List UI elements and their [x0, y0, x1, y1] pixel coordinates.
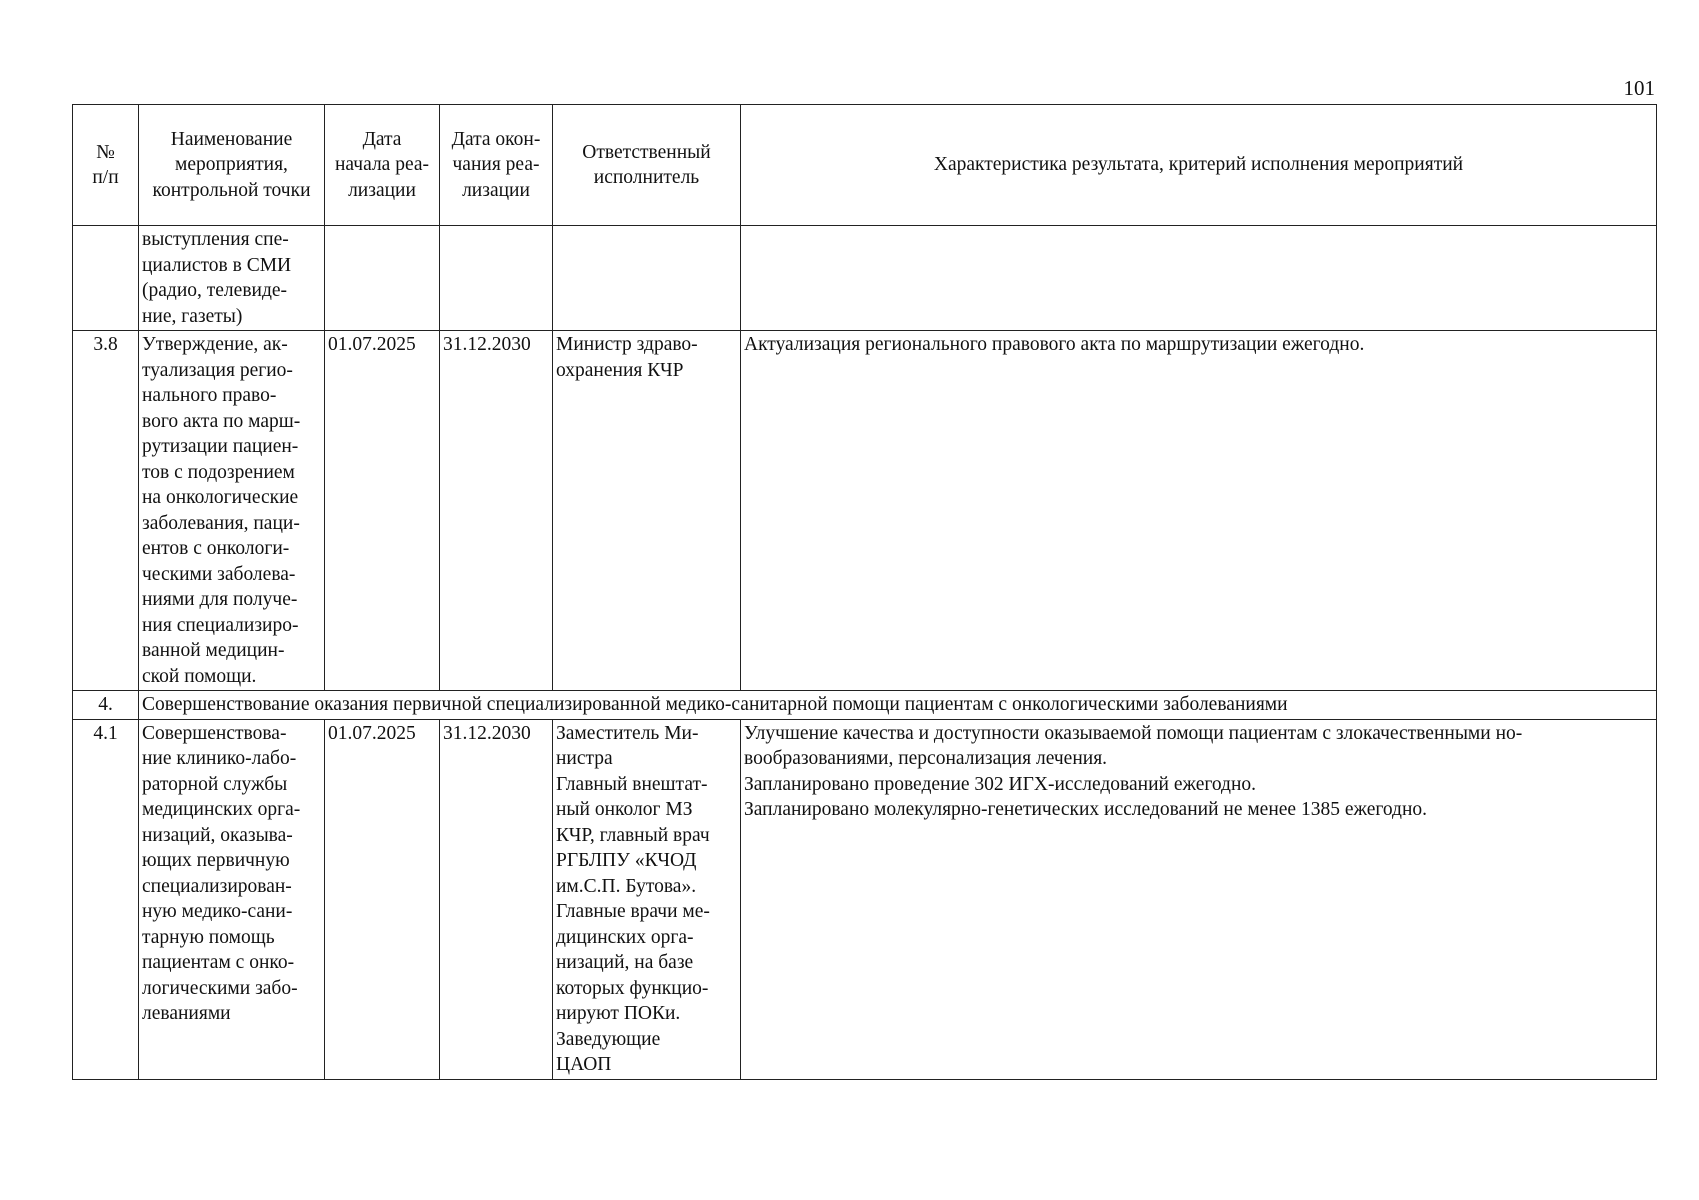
header-result [741, 105, 1657, 226]
row-responsible [553, 719, 741, 1079]
cell-line: нального право- [142, 385, 277, 406]
header-num [73, 105, 139, 226]
cell-line: ентов с онкологи- [142, 538, 290, 559]
cell-line: вого акта по марш- [142, 410, 301, 432]
cell-line: которых функцио- [556, 977, 709, 999]
cell-line: Запланировано проведение 302 ИГХ-исследований ежегодно. [744, 773, 1257, 795]
row-num [73, 226, 139, 331]
cell-line: ный онколог МЗ [556, 799, 693, 820]
cell-line: циалистов в СМИ [142, 254, 292, 276]
cell-line: ющих первичную [142, 850, 290, 871]
row-end-date: 31.12.2030 [440, 719, 553, 1079]
row-name [139, 331, 325, 691]
row-end-date [440, 226, 553, 331]
cell-line: Заместитель Ми- [556, 722, 699, 744]
row-name [139, 226, 325, 331]
cell-line: тарную помощь [142, 926, 275, 948]
row-start-date: 01.07.2025 [325, 331, 440, 691]
cell-line: ванной медицин- [142, 640, 285, 661]
cell-line: ЦАОП [556, 1054, 612, 1075]
row-start-date: 01.07.2025 [325, 719, 440, 1079]
cell-line: Дата [362, 128, 402, 150]
section-title: Совершенствование оказания первичной специализированной медико-санитарной помощи пациентам с онкологическими заболеваниями [139, 691, 1657, 720]
cell-line: леваниями [142, 1003, 231, 1024]
cell-line: вообразованиями, персонализация лечения. [744, 748, 1108, 769]
row-num: 4.1 [73, 719, 139, 1079]
cell-line: нистра [556, 748, 613, 769]
cell-line: Главный внештат- [556, 773, 708, 795]
row-result [741, 331, 1657, 691]
cell-line: рутизации пациен- [142, 436, 299, 457]
cell-line: Министр здраво- [556, 334, 698, 355]
row-responsible [553, 226, 741, 331]
section-num: 4. [73, 691, 139, 720]
cell-line: Утверждение, ак- [142, 334, 288, 355]
cell-line: им.С.П. Бутова». [556, 875, 697, 897]
cell-line: мероприятия, [175, 154, 288, 176]
cell-line: ниями для получе- [142, 589, 298, 610]
cell-line: № [96, 141, 115, 163]
cell-line: Главные врачи ме- [556, 901, 710, 922]
cell-line: охранения КЧР [556, 359, 684, 381]
row-name [139, 719, 325, 1079]
cell-line: раторной службы [142, 773, 288, 795]
table-row-3-8 [73, 331, 1657, 691]
row-end-date: 31.12.2030 [440, 331, 553, 691]
cell-line: Ответственный [582, 141, 711, 163]
cell-line: (радио, телевиде- [142, 280, 288, 301]
cell-line: специализирован- [142, 875, 292, 897]
cell-line: п/п [92, 167, 119, 188]
row-num: 3.8 [73, 331, 139, 691]
cell-line: ние клинико-лабо- [142, 748, 297, 769]
cell-line: Наименование [170, 128, 293, 150]
cell-line: исполнитель [593, 167, 700, 188]
cell-line: КЧР, главный врач [556, 824, 710, 846]
row-result [741, 226, 1657, 331]
table-row-section-4 [73, 691, 1657, 720]
cell-line: ской помощи. [142, 665, 257, 687]
cell-line: выступления спе- [142, 229, 289, 250]
cell-line: Заведующие [556, 1028, 661, 1050]
cell-line: медицинских орга- [142, 799, 301, 820]
cell-line: РГБЛПУ «КЧОД [556, 850, 697, 871]
cell-line: туализация регио- [142, 359, 293, 381]
table-header-row [73, 105, 1657, 226]
header-responsible [553, 105, 741, 226]
header-end-date [440, 105, 553, 226]
cell-line: Улучшение качества и доступности оказываемой помощи пациентам с злокачественными но- [744, 722, 1523, 744]
activities-table [72, 104, 1657, 1080]
header-name [139, 105, 325, 226]
row-start-date [325, 226, 440, 331]
page-number: 101 [1623, 76, 1655, 100]
cell-line: тов с подозрением [142, 461, 295, 483]
cell-line: низаций, на базе [556, 952, 694, 973]
cell-line: ние, газеты) [142, 305, 243, 327]
cell-line: Актуализация регионального правового акта по маршрутизации ежегодно. [744, 334, 1365, 355]
cell-line: дицинских орга- [556, 926, 694, 948]
cell-line: лизации [348, 179, 416, 201]
cell-line: заболевания, паци- [142, 512, 300, 534]
cell-line: пациентам с онко- [142, 952, 295, 973]
header-start-date [325, 105, 440, 226]
row-responsible [553, 331, 741, 691]
cell-line: логическими забо- [142, 977, 298, 999]
cell-line: низаций, оказыва- [142, 824, 293, 846]
table-row-4-1 [73, 719, 1657, 1079]
cell-line: на онкологические [142, 487, 299, 508]
cell-line: контрольной точки [152, 179, 311, 201]
cell-line: ную медико-сани- [142, 901, 293, 922]
cell-line: нируют ПОКи. [556, 1003, 681, 1024]
cell-line: Запланировано молекулярно-генетических исследований не менее 1385 ежегодно. [744, 799, 1428, 820]
cell-line: Характеристика результата, критерий исполнения мероприятий [933, 154, 1464, 176]
cell-line: Совершенствова- [142, 722, 287, 744]
cell-line: чания реа- [452, 154, 540, 176]
cell-line: начала реа- [335, 154, 429, 176]
cell-line: ческими заболева- [142, 563, 296, 585]
cell-line: лизации [462, 179, 530, 201]
table-row-continuation [73, 226, 1657, 331]
cell-line: ния специализиро- [142, 614, 299, 636]
cell-line: Дата окон- [451, 128, 541, 150]
row-result [741, 719, 1657, 1079]
